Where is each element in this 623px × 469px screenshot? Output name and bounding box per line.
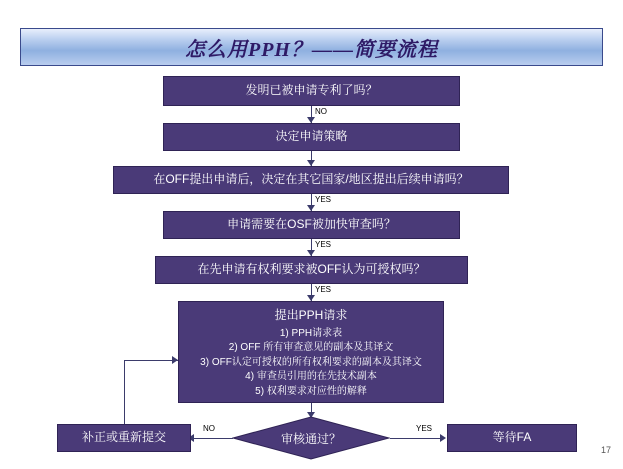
edge-label-no-review: NO [203,424,215,433]
pph-request-items [179,327,443,400]
flow-node-correct-resubmit: 补正或重新提交 [57,424,191,452]
flow-node-decide-strategy: 决定申请策略 [163,123,460,151]
connector-decision-yes-arrow [440,434,446,442]
flow-node-accelerated-exam: 申请需要在OSF被加快审查吗？ [163,211,460,239]
edge-label-no-1: NO [315,107,327,116]
pph-request-item-3: 3) OFF认定可授权的所有权利要求的副本及其译文 [200,356,422,368]
pph-request-item-1: 1) PPH请求表 [279,327,343,339]
connector-loop-arrow [172,356,178,364]
slide-title: 怎么用PPH？——简要流程 [185,38,438,61]
edge-label-yes-1: YES [315,195,332,204]
connector-decision-no [192,438,233,439]
pph-request-item-2: 2) OFF 所有审查意见的副本及其译文 [228,342,394,354]
page-number: 17 [600,445,611,455]
decision-diamond-label: 审核通过？ [280,431,341,446]
flow-node-review-passed [232,416,390,460]
edge-label-yes-review: YES [416,424,433,433]
flow-node-invention-patented: 发明已被申请专利了吗？ [163,76,460,106]
flow-node-submit-pph-request [178,301,444,403]
edge-label-yes-2: YES [315,240,332,249]
connector-decision-yes [390,438,443,439]
flow-node-wait-fa: 等待FA [447,424,577,452]
pph-request-item-4: 4) 审查员引用的在先技术副本 [245,371,377,383]
decision-diamond-shape [232,416,390,460]
flow-node-subsequent-filing: 在OFF提出申请后，决定在其它国家/地区提出后续申请吗？ [113,166,509,194]
flow-node-allowable-claims: 在先申请有权利要求被OFF认为可授权吗？ [155,256,468,284]
pph-request-heading: 提出PPH请求 [274,308,348,322]
pph-request-item-5: 5) 权利要求对应性的解释 [255,385,367,397]
connector-loop-horizontal [124,360,178,361]
edge-label-yes-3: YES [315,285,332,294]
slide-title-bar [20,28,603,66]
connector-loop-vertical [124,360,125,424]
